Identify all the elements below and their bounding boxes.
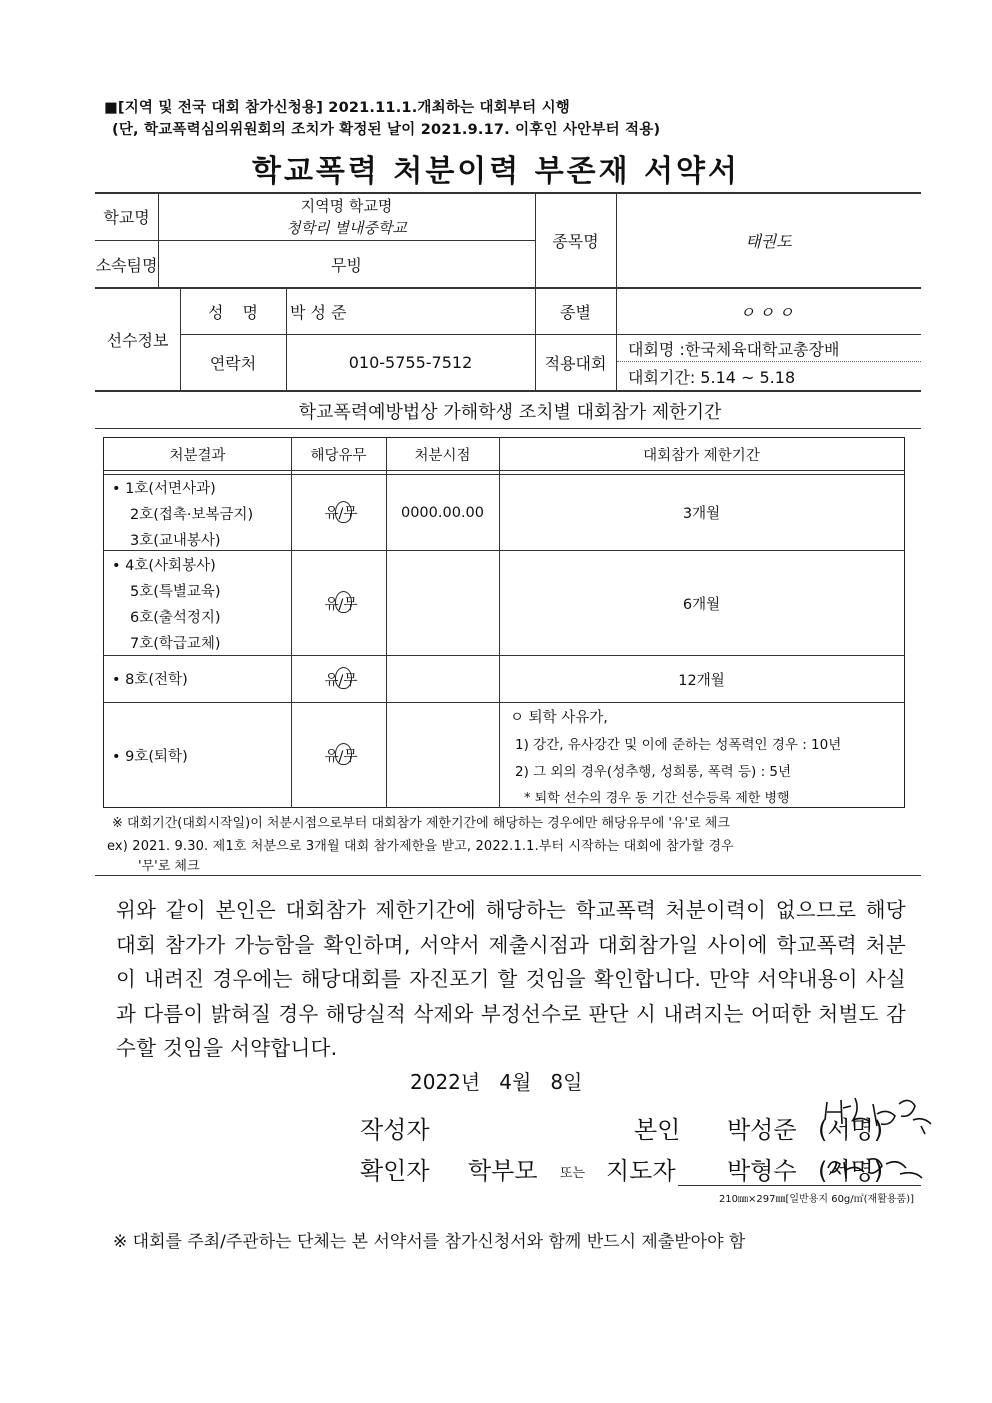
player-name: 박 성 준 [290, 302, 347, 322]
footer-note: ※ 대회를 주최/주관하는 단체는 본 서약서를 참가신청서와 함께 반드시 제출받아야 함 [113, 1232, 746, 1252]
notice-line-2: (단, 학교폭력심의위원회의 조치가 확정된 날이 2021.9.17. 이후인 사안부터 적용) [112, 122, 661, 138]
row-item: 6호(출석정지) [130, 610, 221, 626]
player-info-label: 선수정보 [106, 330, 169, 350]
event-label: 종별 [560, 302, 591, 322]
period-line: ㅇ 퇴학 사유가, [510, 710, 608, 726]
self-label: 본인 [634, 1116, 681, 1144]
check-yes-no[interactable]: 유/무 [291, 551, 386, 655]
row-item: • 8호(전학) [112, 672, 188, 688]
disposition-date [386, 551, 499, 655]
notice-line-1: ■[지역 및 전국 대회 참가신청용] 2021.11.1.개최하는 대회부터 시행 [104, 100, 570, 116]
verifier-signature-handwritten [822, 1150, 932, 1186]
disposition-date [386, 656, 499, 702]
check-yes-no[interactable]: 유/무 [291, 656, 386, 702]
restriction-title: 학교폭력예방법상 가해학생 조치별 대회참가 제한기간 [298, 402, 722, 423]
col-header-result: 처분결과 [169, 447, 226, 464]
contact-number: 010-5755-7512 [348, 353, 473, 372]
document-title: 학교폭력 처분이력 부존재 서약서 [251, 154, 741, 189]
row-item: • 9호(퇴학) [112, 749, 188, 765]
circle-mark-icon [335, 667, 352, 689]
school-name: 청학리 별내중학교 [286, 218, 407, 237]
period-line: 2) 그 외의 경우(성추행, 성희롱, 폭력 등) : 5년 [515, 764, 792, 780]
period-line: 1) 강간, 유사강간 및 이에 준하는 성폭력인 경우 : 10년 [515, 737, 842, 753]
row-item: 5호(특별교육) [130, 584, 221, 600]
check-yes-no[interactable]: 유/무 [291, 703, 386, 807]
note-3: '무'로 체크 [138, 859, 200, 874]
name-label: 성 명 [208, 302, 258, 322]
school-hint: 지역명 학교명 [300, 196, 393, 215]
team-label: 소속팀명 [95, 255, 158, 275]
restriction-period: 12개월 [678, 672, 725, 689]
verifier-name: 박형수 [727, 1157, 797, 1185]
col-header-applicable: 해당유무 [310, 447, 367, 464]
circle-mark-icon [335, 591, 352, 613]
sport-label: 종목명 [552, 231, 599, 251]
author-label: 작성자 [360, 1116, 430, 1144]
row-item: 3호(교내봉사) [130, 533, 221, 549]
parent-label: 학부모 [468, 1157, 538, 1185]
verifier-label: 확인자 [360, 1157, 430, 1185]
team-name: 무빙 [331, 255, 362, 275]
restriction-period: 3개월 [682, 506, 721, 522]
col-header-date: 처분시점 [414, 447, 471, 464]
oath-text: 위와 같이 본인은 대회참가 제한기간에 해당하는 학교폭력 처분이력이 없으므로 해당 대회 참가가 가능함을 확인하며, 서약서 제출시점과 대회참가일 사이에 학교폭력 처분이 내려진 경우에는 해당대회를 자진포기 할 것임을 확인합니다. 만약 서약내용이 사실과 다름이 밝혀질 경우 해당실적 삭제와 부정선수로 판단 시 내려지는 어떠한 처벌도 감수할 것임을 서약합니다. [116, 898, 906, 1060]
disposition-date [386, 703, 499, 807]
paper-spec: 210㎜×297㎜[일반용지 60g/㎡(재활용품)] [718, 1194, 914, 1205]
row-item: 2호(접촉·보복금지) [130, 507, 254, 523]
note-1: ※ 대회기간(대회시작일)이 처분시점으로부터 대회참가 제한기간에 해당하는 경우에만 해당유무에 '유'로 체크 [112, 816, 730, 831]
sport-name: 태권도 [745, 231, 792, 251]
circle-mark-icon [335, 743, 352, 765]
competition-period: 대회기간: 5.14 ~ 5.18 [628, 368, 796, 387]
or-label: 또는 [560, 1166, 586, 1181]
check-yes-no[interactable]: 유/무 [291, 475, 386, 550]
self-sign-placeholder[interactable]: (서명) [818, 1116, 884, 1144]
competition-name: 대회명 :한국체육대학교총장배 [628, 340, 840, 359]
event-value: ㅇㅇㅇ [739, 302, 798, 322]
self-signature-handwritten [815, 1090, 940, 1145]
circle-mark-icon [335, 501, 352, 523]
contact-label: 연락처 [209, 354, 257, 373]
restriction-period: 6개월 [682, 596, 721, 613]
row-item: • 4호(사회봉사) [112, 558, 216, 574]
oath-date: 2022년 4월 8일 [410, 1070, 583, 1094]
period-line: * 퇴학 선수의 경우 동 기간 선수등록 제한 병행 [524, 791, 790, 806]
school-label: 학교명 [103, 208, 150, 227]
row-item: 7호(학급교체) [130, 636, 221, 652]
disposition-date: 0000.00.00 [400, 504, 485, 521]
self-name: 박성준 [727, 1116, 797, 1144]
col-header-period: 대회참가 제한기간 [643, 447, 760, 464]
note-2: ex) 2021. 9.30. 제1호 처분으로 3개월 대회 참가제한을 받고, 2022.1.1.부터 시작하는 대회에 참가할 경우 [107, 839, 734, 854]
applied-competition-label: 적용대회 [544, 354, 607, 373]
row-item: • 1호(서면사과) [112, 481, 216, 497]
coach-label: 지도자 [606, 1157, 676, 1185]
verifier-sign-placeholder[interactable]: (서명) [818, 1157, 884, 1185]
